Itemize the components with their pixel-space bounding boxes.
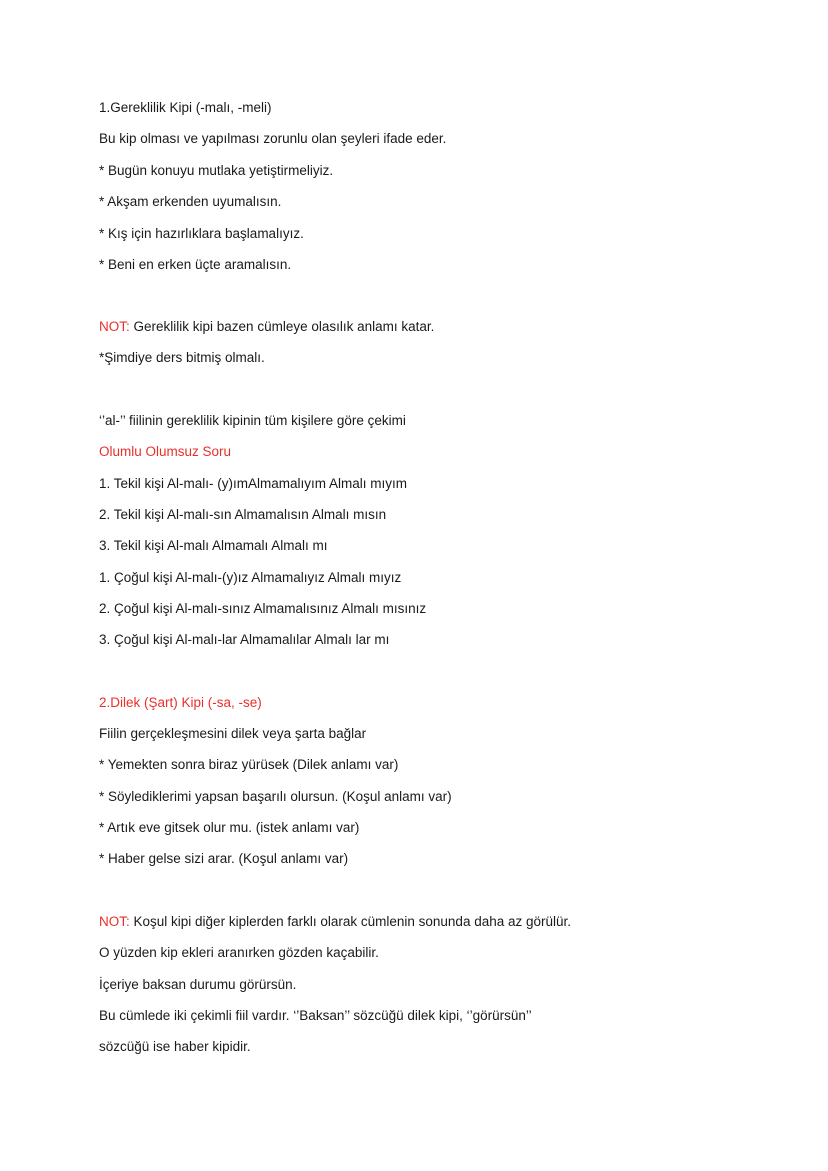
conjugation-row: 1. Tekil kişi Al-malı- (y)ımAlmamalıyım Almalı mıyım — [99, 476, 408, 491]
conjugation-intro: ‘’al-’’ fiilinin gereklilik kipinin tüm kişilere göre çekimi — [99, 413, 406, 428]
conjugation-row: 2. Çoğul kişi Al-malı-sınız Almamalısınız Almalı mısınız — [99, 601, 427, 616]
section2-heading: 2.Dilek (Şart) Kipi (-sa, -se) — [99, 695, 262, 710]
section2-description: Fiilin gerçekleşmesini dilek veya şarta bağlar — [99, 726, 367, 741]
section2-example: * Söylediklerimi yapsan başarılı olursun. (Koşul anlamı var) — [99, 789, 452, 804]
conjugation-row: 1. Çoğul kişi Al-malı-(y)ız Almamalıyız Almalı mıyız — [99, 570, 402, 585]
section2-example: * Artık eve gitsek olur mu. (istek anlamı var) — [99, 820, 360, 835]
section1-example: * Beni en erken üçte aramalısın. — [99, 257, 292, 272]
section1-example: * Akşam erkenden uyumalısın. — [99, 194, 282, 209]
section2-example: * Haber gelse sizi arar. (Koşul anlamı var) — [99, 851, 349, 866]
section2-note-line: İçeriye baksan durumu görürsün. — [99, 977, 297, 992]
conjugation-row: 3. Tekil kişi Al-malı Almamalı Almalı mı — [99, 538, 328, 553]
section1-heading: 1.Gereklilik Kipi (-malı, -meli) — [99, 100, 272, 115]
conjugation-row: 2. Tekil kişi Al-malı-sın Almamalısın Almalı mısın — [99, 507, 387, 522]
section1-example: * Kış için hazırlıklara başlamalıyız. — [99, 226, 304, 241]
section2-note-line: sözcüğü ise haber kipidir. — [99, 1039, 251, 1054]
note-text: Koşul kipi diğer kiplerden farklı olarak cümlenin sonunda daha az görülür. — [129, 914, 572, 929]
section1-note-example: *Şimdiye ders bitmiş olmalı. — [99, 350, 265, 365]
section2-note-line: O yüzden kip ekleri aranırken gözden kaçabilir. — [99, 945, 379, 960]
section2-example: * Yemekten sonra biraz yürüsek (Dilek anlamı var) — [99, 757, 399, 772]
section2-note — [99, 913, 571, 931]
note-label: NOT: — [99, 914, 130, 929]
note-text: Gereklilik kipi bazen cümleye olasılık anlamı katar. — [129, 319, 435, 334]
note-label: NOT: — [99, 319, 130, 334]
conjugation-row: 3. Çoğul kişi Al-malı-lar Almamalılar Almalı lar mı — [99, 632, 390, 647]
section1-note — [99, 318, 434, 336]
section2-note-line: Bu cümlede iki çekimli fiil vardır. ‘’Baksan’’ sözcüğü dilek kipi, ‘’görürsün’’ — [99, 1008, 532, 1023]
section1-example: * Bugün konuyu mutlaka yetiştirmeliyiz. — [99, 163, 334, 178]
section1-description: Bu kip olması ve yapılması zorunlu olan şeyleri ifade eder. — [99, 131, 447, 146]
conjugation-header: Olumlu Olumsuz Soru — [99, 444, 232, 459]
